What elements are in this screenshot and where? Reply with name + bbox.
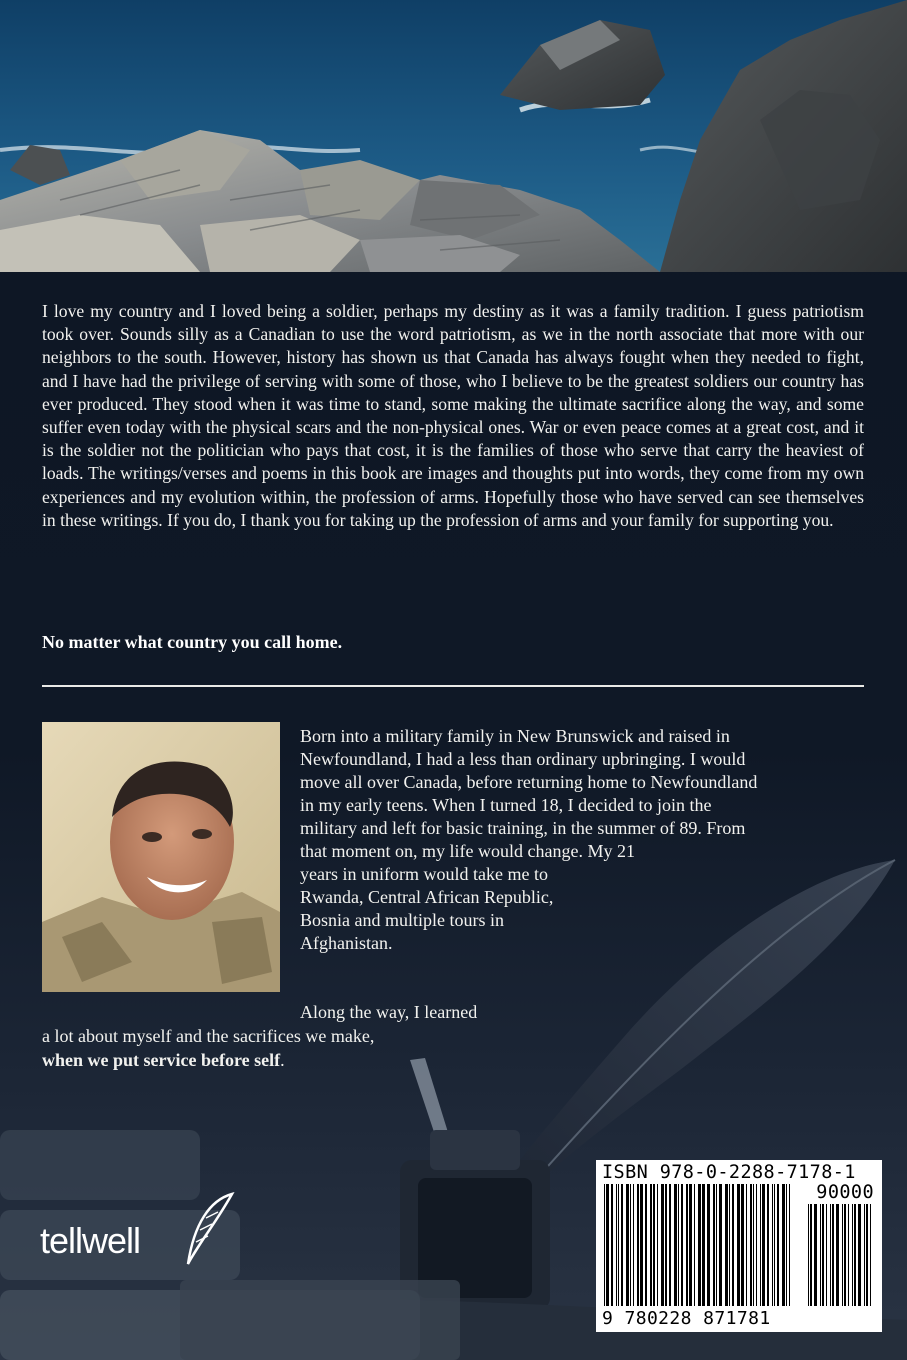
barcode-bar xyxy=(716,1184,717,1306)
barcode-bar xyxy=(750,1184,752,1306)
barcode-bar xyxy=(760,1184,761,1306)
barcode-bar xyxy=(767,1184,769,1306)
barcode-bar xyxy=(732,1184,734,1306)
tagline: No matter what country you call home. xyxy=(42,632,343,652)
quill-feather-icon xyxy=(180,1190,240,1270)
bio-line: that moment on, my life would change. My 21 xyxy=(300,841,635,861)
back-cover-blurb: I love my country and I loved being a soldier, perhaps my destiny as it was a family tradition. I guess patriotism took over. Sounds silly as a Canadian to use the word patriotism, as we in the north associate that more with our neighbors to the south. However, history has shown us that Canada has always fought when they needed to fight, and I have had the privilege of serving with some of those, who I believe to be the greatest soldiers our country has ever produced. They stood when it was time to stand, some making the ultimate sacrifice along the way, and some suffer even today with the physical scars and the non-physical ones. War or even peace comes at a great cost, and it is the soldier not the politician who pays that cost, it is the families of those who serve that carry the heaviest of loads. The writings/verses and poems in this book are images and thoughts put into words, they come from my own experiences and my evolution within, the profession of arms. Hopefully those who have served can see themselves in these writings. If you do, I thank you for taking up the profession of arms and your family for supporting you. xyxy=(42,301,864,530)
barcode-bar xyxy=(820,1204,821,1306)
barcode-bar xyxy=(606,1184,609,1306)
barcode-bar xyxy=(657,1184,658,1306)
service-before-self: when we put service before self xyxy=(42,1050,281,1070)
barcode-bar xyxy=(618,1184,619,1306)
barcode-bar xyxy=(694,1184,695,1306)
author-photo xyxy=(42,722,280,992)
coastal-photo xyxy=(0,0,907,272)
barcode-bar xyxy=(650,1184,652,1306)
barcode-bar xyxy=(842,1204,843,1306)
barcode-bar xyxy=(689,1184,692,1306)
ean-barcode-bars xyxy=(604,1184,794,1306)
barcode-bar xyxy=(848,1204,849,1306)
author-bio xyxy=(300,725,865,955)
bio-line: move all over Canada, before returning home to Newfoundland xyxy=(300,772,758,792)
barcode-bar xyxy=(674,1184,677,1306)
bio-line: Bosnia and multiple tours in xyxy=(300,910,504,930)
barcode-bar xyxy=(621,1184,623,1306)
isbn-barcode xyxy=(596,1160,882,1332)
section-divider xyxy=(42,685,864,687)
barcode-bar xyxy=(870,1204,871,1306)
barcode-bar xyxy=(707,1184,710,1306)
barcode-bar xyxy=(626,1184,629,1306)
barcode-bar xyxy=(822,1204,824,1306)
barcode-bar xyxy=(645,1184,647,1306)
barcode-bar xyxy=(786,1184,787,1306)
barcode-bar xyxy=(836,1204,839,1306)
barcode-bar xyxy=(678,1184,679,1306)
barcode-bar xyxy=(640,1184,643,1306)
bio-line: Afghanistan. xyxy=(300,933,393,953)
barcode-bar xyxy=(665,1184,667,1306)
barcode-bar xyxy=(814,1204,817,1306)
barcode-bar xyxy=(854,1204,856,1306)
barcode-bar xyxy=(729,1184,730,1306)
barcode-bar xyxy=(810,1204,812,1306)
bio-closing-line-1: Along the way, I learned xyxy=(300,1002,478,1022)
publisher-logo xyxy=(40,1190,240,1270)
barcode-bar xyxy=(858,1204,861,1306)
barcode-bar xyxy=(604,1184,605,1306)
barcode-bar xyxy=(702,1184,705,1306)
bio-line: years in uniform would take me to xyxy=(300,864,548,884)
barcode-bar xyxy=(661,1184,664,1306)
barcode-bar xyxy=(633,1184,634,1306)
closing-period: . xyxy=(280,1050,285,1070)
barcode-bar xyxy=(777,1184,779,1306)
barcode-bar xyxy=(830,1204,831,1306)
bio-line: in my early teens. When I turned 18, I decided to join the xyxy=(300,795,712,815)
barcode-bar xyxy=(719,1184,722,1306)
barcode-bar xyxy=(866,1204,868,1306)
ean-digits: 9 780228 871781 xyxy=(602,1308,771,1329)
barcode-bar xyxy=(746,1184,747,1306)
barcode-bar xyxy=(713,1184,715,1306)
barcode-bar xyxy=(630,1184,631,1306)
barcode-bar xyxy=(737,1184,740,1306)
bio-line: Born into a military family in New Brunswick and raised in xyxy=(300,726,730,746)
barcode-bar xyxy=(762,1184,765,1306)
barcode-bar xyxy=(852,1204,853,1306)
barcode-bar xyxy=(616,1184,617,1306)
barcode-bar xyxy=(774,1184,775,1306)
price-code: 90000 xyxy=(816,1182,874,1203)
isbn-number: ISBN 978-0-2288-7178-1 xyxy=(602,1162,856,1183)
price-addon-bars xyxy=(808,1204,874,1306)
barcode-bar xyxy=(808,1204,809,1306)
barcode-bar xyxy=(844,1204,846,1306)
barcode-bar xyxy=(725,1184,728,1306)
barcode-bar xyxy=(698,1184,701,1306)
barcode-bar xyxy=(686,1184,688,1306)
barcode-bar xyxy=(741,1184,744,1306)
barcode-bar xyxy=(782,1184,785,1306)
publisher-name: tellwell xyxy=(40,1220,141,1261)
barcode-bar xyxy=(753,1184,754,1306)
barcode-bar xyxy=(653,1184,655,1306)
barcode-bar xyxy=(756,1184,757,1306)
bio-closing-line-2: a lot about myself and the sacrifices we make, xyxy=(42,1026,375,1046)
bio-line: Newfoundland, I had a less than ordinary upbringing. I would xyxy=(300,749,746,769)
barcode-bar xyxy=(681,1184,683,1306)
barcode-bar xyxy=(789,1184,790,1306)
barcode-bar xyxy=(637,1184,639,1306)
barcode-bar xyxy=(832,1204,834,1306)
barcode-bar xyxy=(826,1204,827,1306)
bio-closing-line-3 xyxy=(42,1049,285,1072)
barcode-bar xyxy=(611,1184,613,1306)
barcode-bar xyxy=(669,1184,671,1306)
bio-line: military and left for basic training, in the summer of 89. From xyxy=(300,818,746,838)
barcode-bar xyxy=(772,1184,773,1306)
barcode-bar xyxy=(864,1204,865,1306)
bio-line: Rwanda, Central African Republic, xyxy=(300,887,554,907)
